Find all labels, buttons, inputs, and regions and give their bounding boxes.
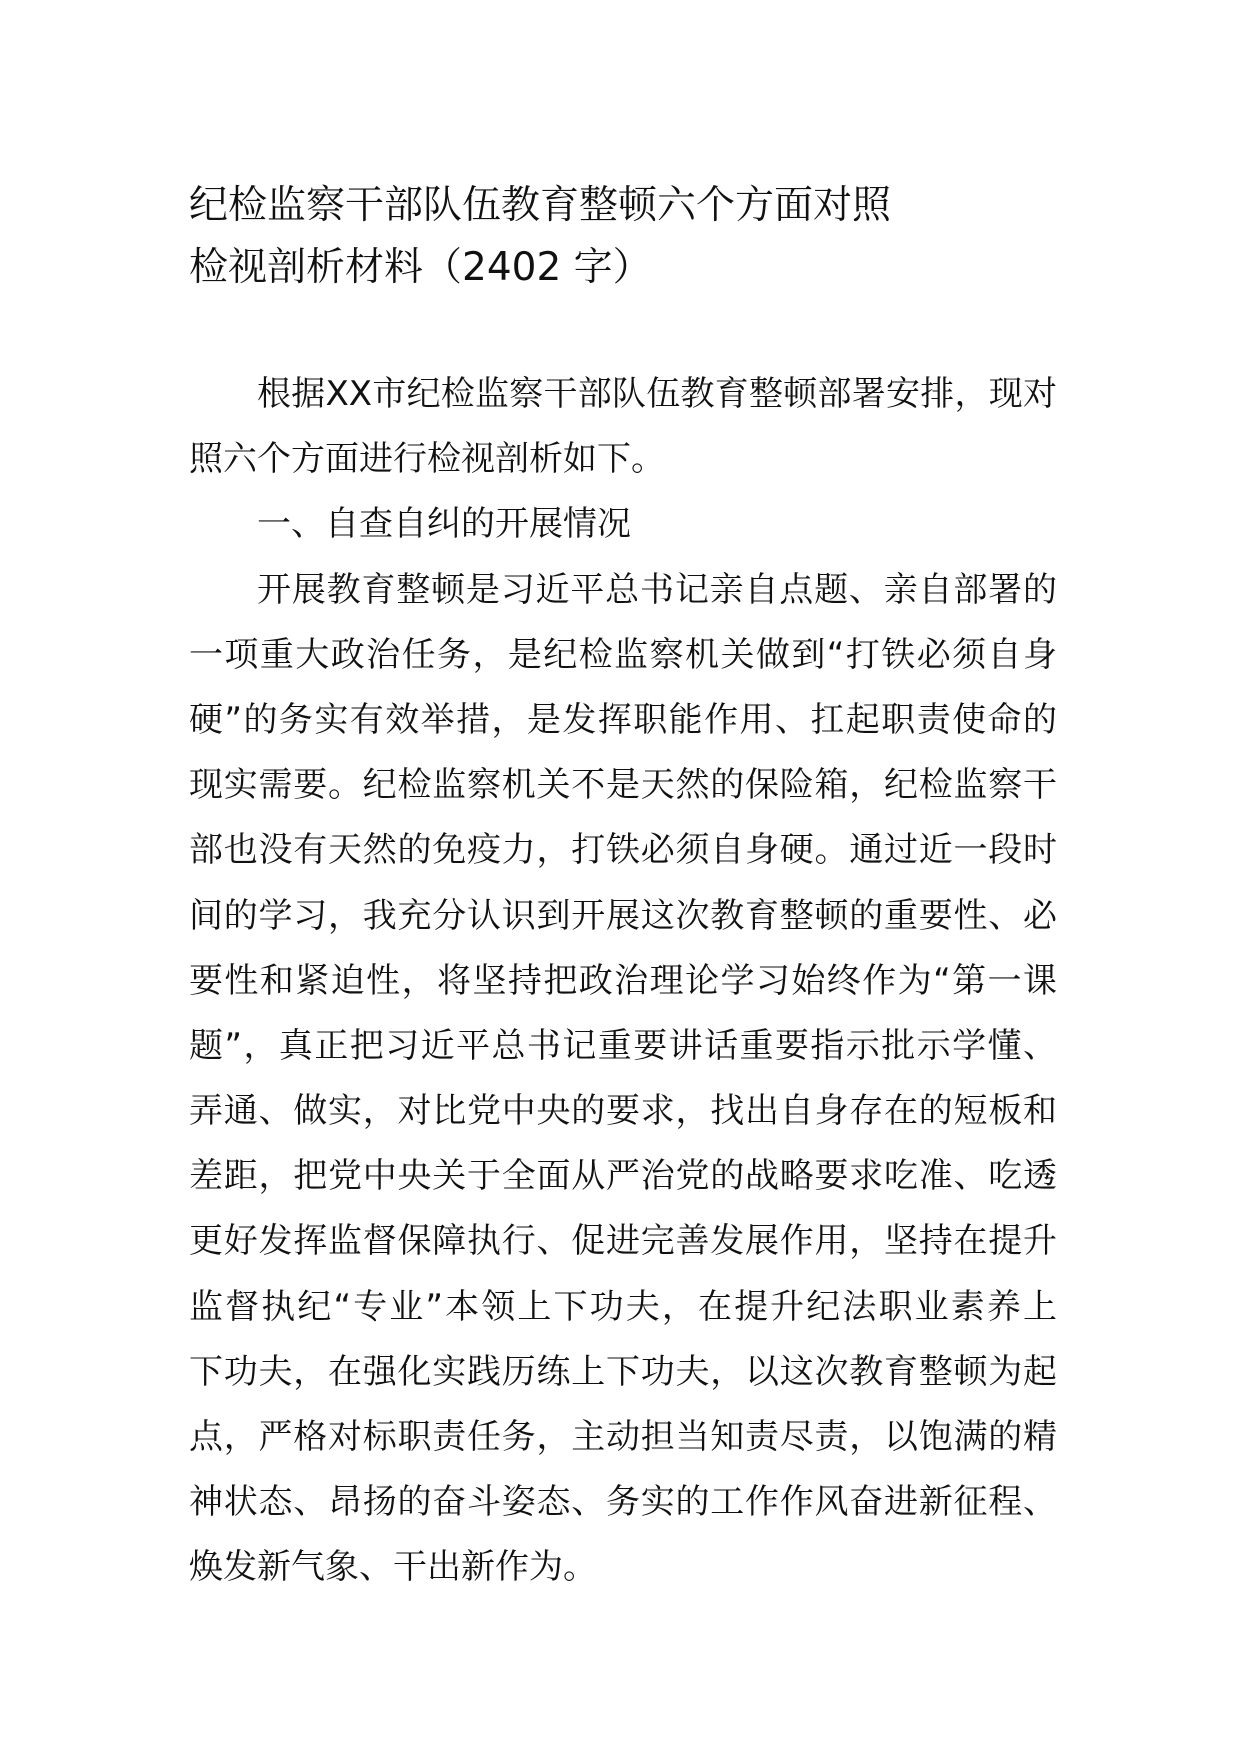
title-line: 检视剖析材料（2402 字）	[189, 245, 652, 290]
text-line: 弄通、做实，对比党中央的要求，找出自身存在的短板和	[189, 1091, 1057, 1132]
text-line: 一项重大政治任务，是纪检监察机关做到“打铁必须自身	[189, 634, 1057, 675]
text-line: 现实需要。纪检监察机关不是天然的保险箱，纪检监察干	[189, 765, 1057, 806]
text-line: 下功夫，在强化实践历练上下功夫，以这次教育整顿为起	[189, 1351, 1057, 1392]
section-heading	[189, 492, 1057, 557]
text-line: 点，严格对标职责任务，主动担当知责尽责，以饱满的精	[189, 1417, 1057, 1457]
text-line: 要性和紧迫性，将坚持把政治理论学习始终作为“第一课	[189, 960, 1057, 1001]
document-body	[189, 362, 1057, 1601]
paragraph	[189, 362, 1057, 492]
text-line: 更好发挥监督保障执行、促进完善发展作用，坚持在提升	[189, 1221, 1057, 1262]
document-title	[189, 175, 1059, 299]
text-line: 神状态、昂扬的奋斗姿态、务实的工作作风奋进新征程、	[189, 1482, 1057, 1523]
text-line: 题”，真正把习近平总书记重要讲话重要指示批示学懂、	[189, 1025, 1057, 1066]
text-line: 照六个方面进行检视剖析如下。	[189, 439, 665, 480]
text-line: 间的学习，我充分认识到开展这次教育整顿的重要性、必	[189, 895, 1057, 936]
text-line: 根据XX市纪检监察干部队伍教育整顿部署安排，现对	[257, 374, 1057, 414]
title-line: 纪检监察干部队伍教育整顿六个方面对照	[189, 183, 892, 228]
text-line: 部也没有天然的免疫力，打铁必须自身硬。通过近一段时	[189, 830, 1057, 871]
text-line: 硬”的务实有效举措，是发挥职能作用、扛起职责使命的	[189, 699, 1057, 740]
text-line: 差距，把党中央关于全面从严治党的战略要求吃准、吃透	[189, 1156, 1057, 1197]
paragraph	[189, 558, 1057, 1601]
text-line: 监督执纪“专业”本领上下功夫，在提升纪法职业素养上	[189, 1286, 1057, 1327]
text-line: 焕发新气象、干出新作为。	[189, 1547, 597, 1588]
text-line: 开展教育整顿是习近平总书记亲自点题、亲自部署的	[257, 569, 1057, 610]
text-line: 一、自查自纠的开展情况	[257, 504, 631, 545]
